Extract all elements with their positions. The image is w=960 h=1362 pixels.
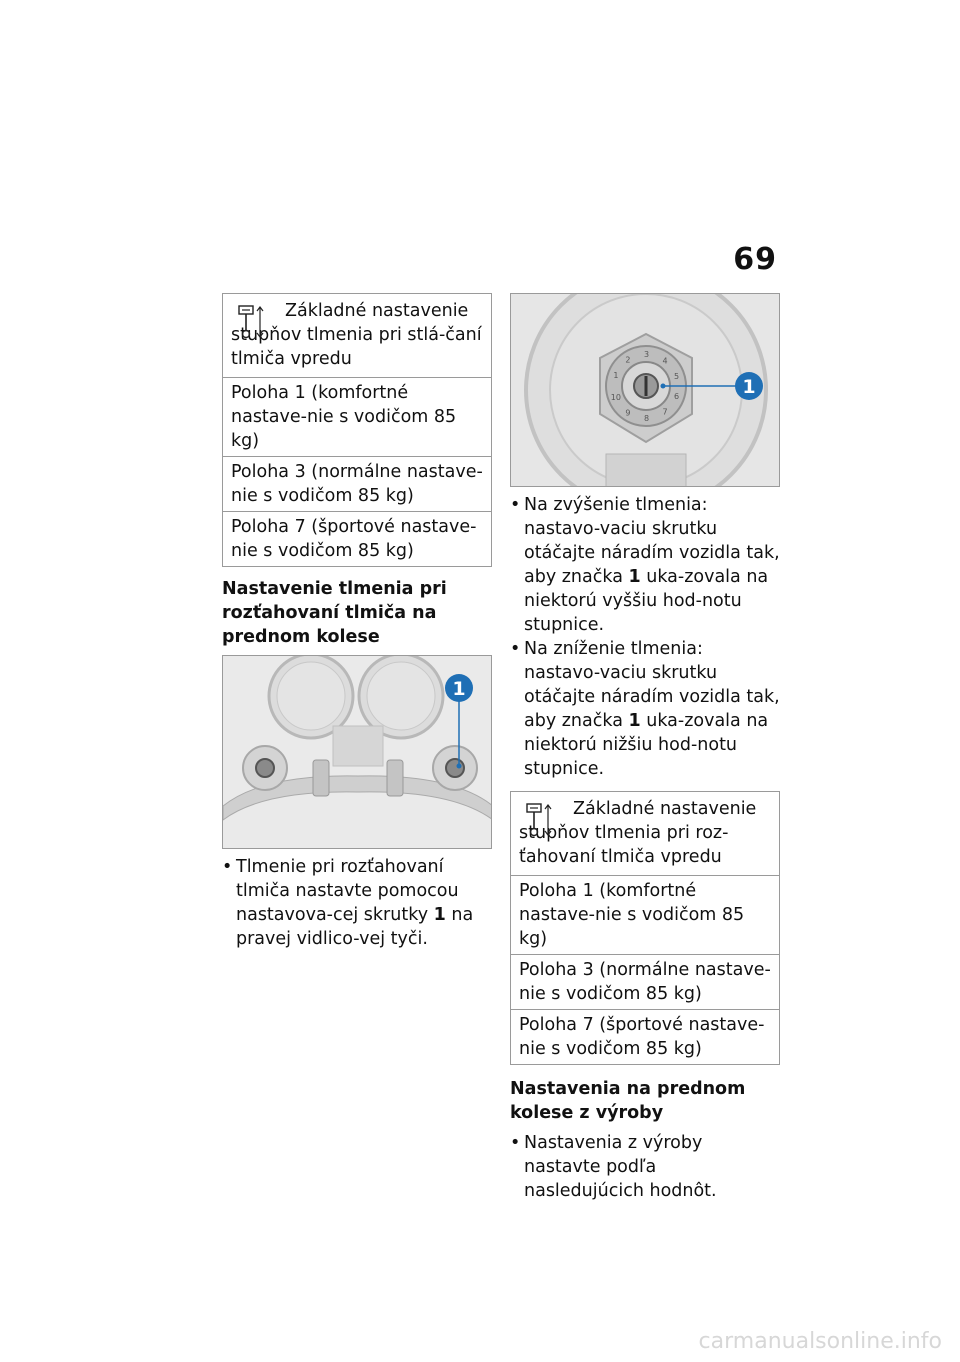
bullet-icon: • — [510, 639, 521, 659]
handlebar-figure — [222, 655, 492, 849]
table-row: Poloha 7 (športové nastave-nie s vodičom 85 kg) — [511, 1009, 779, 1064]
adjuster-illustration — [511, 294, 780, 486]
dial-mark: 6 — [673, 391, 680, 401]
dial-mark: 3 — [644, 350, 650, 359]
figure-callout-label: 1 — [452, 678, 466, 700]
bullet-list — [510, 1131, 780, 1203]
table-title: Základné nastavenie stupňov tlmenia pri stlá-čaní tlmiča vpredu — [231, 301, 482, 369]
callout-reference: 1 — [628, 567, 641, 587]
list-item — [222, 855, 492, 951]
table-row: Poloha 1 (komfortné nastave-nie s vodičom 85 kg) — [511, 875, 779, 954]
adjuster-figure — [510, 293, 780, 487]
table-row: Poloha 3 (normálne nastave-nie s vodičom 85 kg) — [511, 954, 779, 1009]
dial-mark: 4 — [662, 356, 668, 366]
callout-reference: 1 — [628, 711, 641, 731]
list-item — [510, 493, 780, 637]
bullet-list — [510, 493, 780, 781]
watermark: carmanualsonline.info — [698, 1329, 942, 1354]
dial-mark: 8 — [644, 414, 650, 423]
dial-mark: 7 — [662, 407, 668, 417]
dial-mark: 9 — [625, 408, 631, 418]
dial-mark: 2 — [625, 355, 631, 365]
left-column — [222, 293, 492, 951]
dial-mark: 1 — [613, 371, 619, 381]
bullet-icon: • — [510, 1133, 521, 1153]
table-row: Poloha 1 (komfortné nastave-nie s vodičom 85 kg) — [223, 377, 491, 456]
bullet-list — [222, 855, 492, 951]
callout-reference: 1 — [433, 905, 446, 925]
page-number: 69 — [733, 242, 777, 277]
bullet-text: Na zvýšenie tlmenia: nastavo-vaciu skrutku otáčajte náradím vozidla tak, aby značka — [524, 495, 780, 587]
bullet-text: Nastavenia z výroby nastavte podľa nasledujúcich hodnôt. — [524, 1133, 717, 1201]
table-header — [511, 792, 779, 875]
dial-mark: 10 — [610, 392, 621, 402]
compression-damping-table — [222, 293, 492, 567]
handlebar-illustration — [223, 656, 492, 848]
bullet-text: na pravej vidlico-vej tyči. — [236, 905, 474, 949]
right-column — [510, 293, 780, 1203]
dial-mark: 5 — [673, 372, 680, 382]
rebound-damping-table — [510, 791, 780, 1065]
bullet-text: Tlmenie pri rozťahovaní tlmiča nastavte pomocou nastavova-cej skrutky — [236, 857, 459, 925]
bullet-text: uka-zovala na niektorú nižšiu hod-notu stupnice. — [524, 711, 769, 779]
list-item — [510, 637, 780, 781]
bullet-text: uka-zovala na niektorú vyššiu hod-notu stupnice. — [524, 567, 769, 635]
table-title: Základné nastavenie stupňov tlmenia pri roz-ťahovaní tlmiča vpredu — [519, 799, 757, 867]
table-header — [223, 294, 491, 377]
bullet-text: Na zníženie tlmenia: nastavo-vaciu skrutku otáčajte náradím vozidla tak, aby značka — [524, 639, 780, 731]
bullet-icon: • — [510, 495, 521, 515]
bullet-icon: • — [222, 857, 233, 877]
figure-callout-label: 1 — [742, 376, 756, 398]
section-heading: Nastavenie tlmenia pri rozťahovaní tlmiča na prednom kolese — [222, 579, 447, 647]
table-row: Poloha 7 (športové nastave-nie s vodičom 85 kg) — [223, 511, 491, 566]
table-row: Poloha 3 (normálne nastave-nie s vodičom 85 kg) — [223, 456, 491, 511]
shock-absorber-icon — [237, 304, 267, 340]
section-heading: Nastavenia na prednom kolese z výroby — [510, 1079, 746, 1123]
list-item — [510, 1131, 780, 1203]
shock-absorber-icon — [525, 802, 555, 838]
